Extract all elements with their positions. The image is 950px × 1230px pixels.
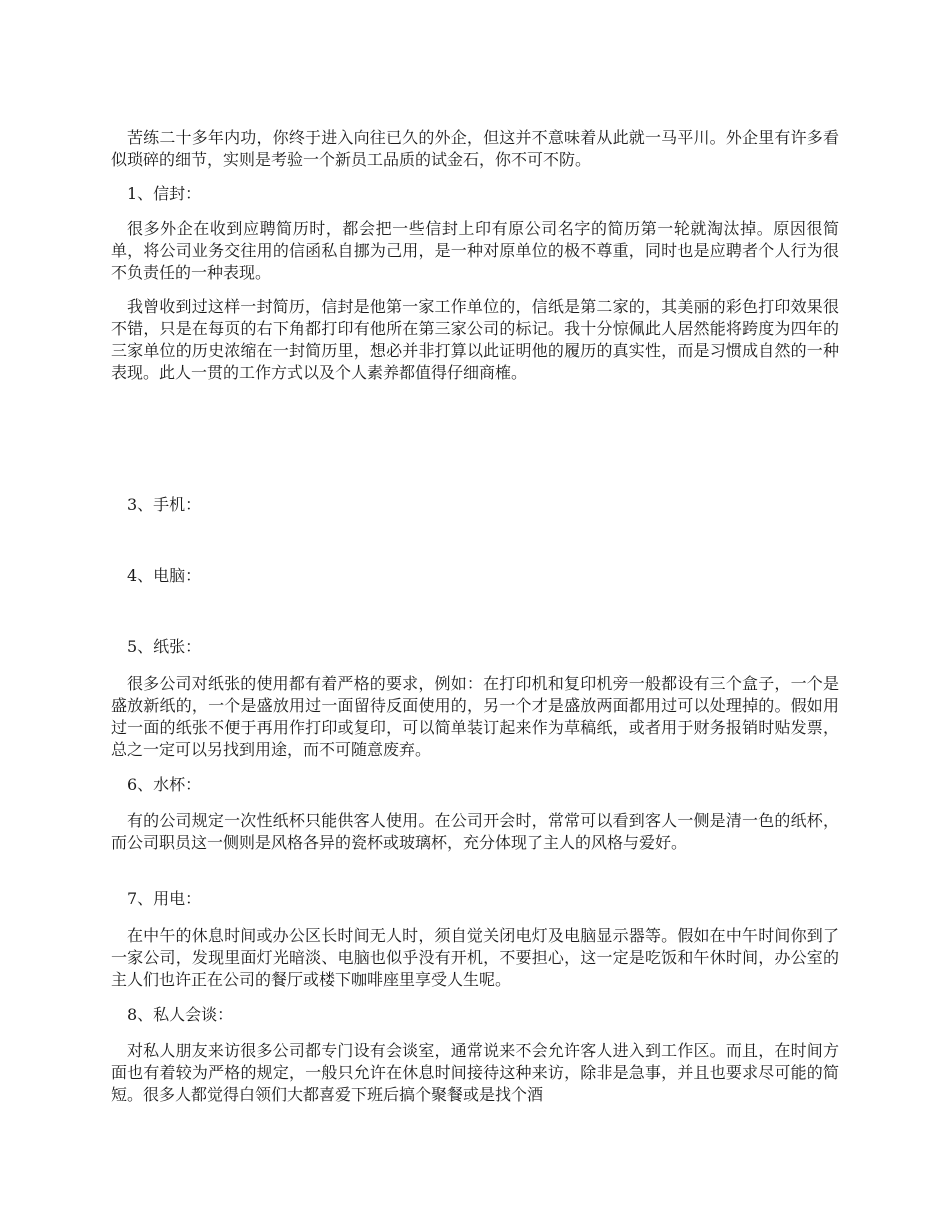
section-paper-paragraph: 很多公司对纸张的使用都有着严格的要求，例如：在打印机和复印机旁一般都设有三个盒子，一个是盛放新纸的，一个是盛放用过一面留待反面使用的，另一个才是盛放两面都用过可以处理掉的。假如用过一面的纸张不便于再用作打印或复印，可以简单装订起来作为草稿纸，或者用于财务报销时贴发票，总之一定可以另找到用途，而不可随意废弃。 [111,674,839,759]
section-heading-phone: 3、手机： [127,495,202,514]
section-heading-private-meeting: 8、私人会谈： [127,1005,234,1024]
section-heading-paper: 5、纸张： [127,637,202,656]
section-cup-paragraph: 有的公司规定一次性纸杯只能供客人使用。在公司开会时，常常可以看到客人一侧是清一色的纸杯，而公司职员这一侧则是风格各异的瓷杯或玻璃杯，充分体现了主人的风格与爱好。 [111,811,839,852]
section-envelope-paragraph-2: 我曾收到过这样一封简历，信封是他第一家工作单位的，信纸是第二家的，其美丽的彩色打印效果很不错，只是在每页的右下角都打印有他所在第三家公司的标记。我十分惊佩此人居然能将跨度为四年的三家单位的历史浓缩在一封简历里，想必并非打算以此证明他的履历的真实性，而是习惯成自然的一种表现。此人一贯的工作方式以及个人素养都值得仔细商榷。 [111,297,839,382]
section-electricity-paragraph: 在中午的休息时间或办公区长时间无人时，须自觉关闭电灯及电脑显示器等。假如在中午时间你到了一家公司，发现里面灯光暗淡、电脑也似乎没有开机，不要担心，这一定是吃饭和午休时间，办公室的主人们也许正在公司的餐厅或楼下咖啡座里享受人生呢。 [111,926,839,989]
section-envelope-paragraph-1: 很多外企在收到应聘简历时，都会把一些信封上印有原公司名字的简历第一轮就淘汰掉。原因很简单，将公司业务交往用的信函私自挪为己用，是一种对原单位的极不尊重，同时也是应聘者个人行为很不负责任的一种表现。 [111,219,839,282]
section-heading-cup: 6、水杯： [127,775,202,794]
section-private-meeting-paragraph: 对私人朋友来访很多公司都专门设有会谈室，通常说来不会允许客人进入到工作区。而且，在时间方面也有着较为严格的规定，一般只允许在休息时间接待这种来访，除非是急事，并且也要求尽可能的简短。很多人都觉得白领们大都喜爱下班后搞个聚餐或是找个酒 [111,1041,839,1104]
section-heading-envelope: 1、信封： [127,184,202,203]
section-heading-electricity: 7、用电： [127,889,202,908]
section-heading-computer: 4、电脑： [127,566,202,585]
intro-paragraph: 苦练二十多年内功，你终于进入向往已久的外企，但这并不意味着从此就一马平川。外企里有许多看似琐碎的细节，实则是考验一个新员工品质的试金石，你不可不防。 [111,128,839,169]
